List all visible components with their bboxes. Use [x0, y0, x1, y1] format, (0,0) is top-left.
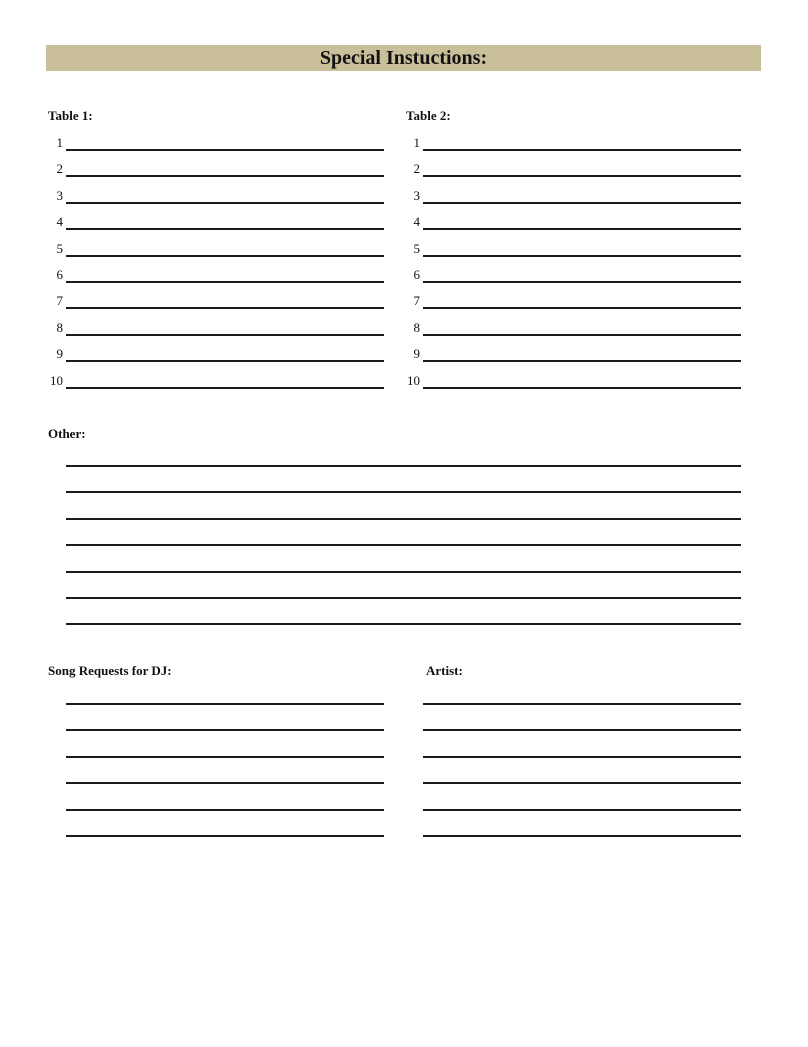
table1-row-line — [66, 281, 384, 283]
table2-row-number: 6 — [413, 267, 420, 282]
artist-line[interactable] — [423, 729, 741, 731]
song-requests-label: Song Requests for DJ: — [48, 663, 172, 678]
song-request-line[interactable] — [66, 756, 384, 758]
table2-row-number: 7 — [413, 293, 420, 309]
song-request-line[interactable] — [66, 809, 384, 811]
table2-row-line — [423, 281, 741, 283]
table1-row[interactable] — [56, 186, 384, 204]
table1-row-number: 4 — [56, 214, 63, 230]
table1-row-line — [66, 255, 384, 257]
table1-row-number: 8 — [56, 319, 63, 335]
table2-row[interactable] — [413, 186, 741, 204]
table1-row-number: 2 — [56, 161, 63, 177]
artist-line[interactable] — [423, 835, 741, 837]
table2-row-line — [423, 175, 741, 177]
table2-row-number: 4 — [413, 214, 420, 230]
table1-row-line — [66, 334, 384, 336]
table2-row-number: 9 — [413, 346, 420, 362]
table-1-label: Table 1: — [48, 108, 93, 123]
table1-row-number: 7 — [56, 293, 63, 309]
table2-row-line — [423, 334, 741, 336]
table1-row-line — [66, 387, 384, 389]
other-line[interactable] — [66, 491, 741, 493]
artist-line[interactable] — [423, 703, 741, 705]
artist-label: Artist: — [426, 663, 463, 678]
table1-row[interactable] — [56, 344, 384, 362]
table2-row-number: 10 — [407, 372, 420, 388]
table2-row[interactable] — [413, 133, 741, 151]
song-request-line[interactable] — [66, 782, 384, 784]
table2-row[interactable] — [407, 371, 741, 389]
title-bar — [46, 45, 761, 71]
table-2-label: Table 2: — [406, 108, 451, 123]
song-request-line[interactable] — [66, 835, 384, 837]
table2-row-number: 2 — [413, 161, 420, 177]
table1-row-number: 10 — [50, 372, 63, 388]
table1-row[interactable] — [56, 239, 384, 257]
other-line[interactable] — [66, 597, 741, 599]
table1-row-line — [66, 149, 384, 151]
table2-row-line — [423, 255, 741, 257]
table2-row[interactable] — [413, 239, 741, 257]
table1-row-line — [66, 307, 384, 309]
table2-row-line — [423, 307, 741, 309]
other-label: Other: — [48, 426, 86, 441]
table2-row-line — [423, 149, 741, 151]
song-request-line[interactable] — [66, 703, 384, 705]
table2-row-number: 8 — [413, 319, 420, 335]
table1-row[interactable] — [56, 265, 384, 283]
artist-line[interactable] — [423, 809, 741, 811]
table2-row-line — [423, 387, 741, 389]
page-title: Special Instuctions: — [319, 46, 488, 69]
table1-row-number: 5 — [56, 240, 63, 256]
table2-row[interactable] — [413, 291, 741, 309]
artist-line[interactable] — [423, 756, 741, 758]
table2-row-number: 5 — [413, 240, 420, 256]
table1-row[interactable] — [56, 159, 384, 177]
table2-row[interactable] — [413, 265, 741, 283]
table2-row-line — [423, 202, 741, 204]
table2-row[interactable] — [413, 159, 741, 177]
other-line[interactable] — [66, 623, 741, 625]
table2-row[interactable] — [413, 344, 741, 362]
table2-row-number: 3 — [413, 187, 420, 203]
table2-row-number: 1 — [413, 135, 420, 150]
table2-row-line — [423, 360, 741, 362]
table1-row-number: 1 — [56, 135, 63, 150]
table1-row-number: 9 — [56, 346, 63, 362]
table2-row[interactable] — [413, 318, 741, 336]
song-request-line[interactable] — [66, 729, 384, 731]
other-line[interactable] — [66, 544, 741, 546]
table1-row-line — [66, 175, 384, 177]
table1-row[interactable] — [50, 371, 384, 389]
table1-row[interactable] — [56, 133, 384, 151]
table1-row[interactable] — [56, 212, 384, 230]
table1-row[interactable] — [56, 318, 384, 336]
other-line[interactable] — [66, 518, 741, 520]
other-line[interactable] — [66, 465, 741, 467]
table2-row[interactable] — [413, 212, 741, 230]
table1-row-line — [66, 360, 384, 362]
table2-row-line — [423, 228, 741, 230]
table1-row-line — [66, 202, 384, 204]
other-line[interactable] — [66, 571, 741, 573]
table1-row-line — [66, 228, 384, 230]
table1-row-number: 3 — [56, 187, 63, 203]
table1-row-number: 6 — [56, 267, 63, 282]
artist-line[interactable] — [423, 782, 741, 784]
table1-row[interactable] — [56, 291, 384, 309]
